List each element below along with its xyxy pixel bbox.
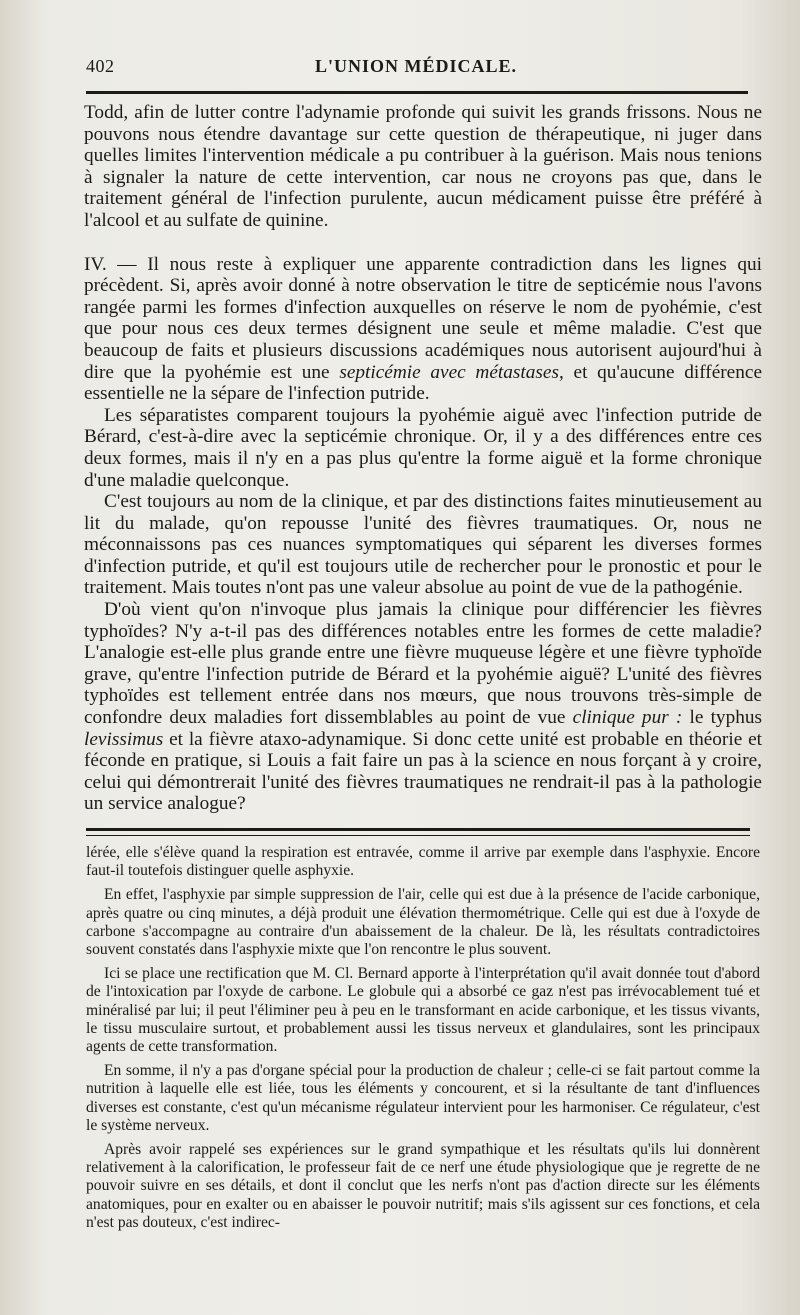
feuilleton-paragraph-5: Après avoir rappelé ses expériences sur le grand sympathique et les résultats qu'ils lui donnèrent relativement à la calorification, le professeur fait de ce nerf une étude physiologique que je regrette de ne pouvoir suivre en ses détails, et dont il conclut que les nerfs n'ont pas d'action directe sur les éléments anatomiques, pour en exalter ou en abaisser le pouvoir nutritif; mais s'ils agissent sur ces fonctions, et cela n'est pas douteux, c'est indirec- [86,1141,760,1231]
header-rule [86,91,748,94]
paragraph-2 [84,254,762,405]
page-number: 402 [86,56,115,76]
page-header [86,56,746,82]
paragraph-5-end: et la fièvre ataxo-adynamique. Si donc cette unité est probable en théorie et féconde en pratique, si Louis a fait faire un pas à la science en nous forçant à y croire, celui qui démontrerait l'unité des fièvres traumatiques ne rendrait-il pas à la pathologie un service analogue? [84,728,762,815]
paragraph-1: Todd, afin de lutter contre l'adynamie profonde qui suivit les grands frissons. Nous ne pouvons nous étendre davantage sur cette question de thérapeutique, ni juger dans quelles limites l'intervention médicale a pu contribuer à la guérison. Mais nous tenions à signaler la nature de cette intervention, car nous ne croyons pas que, dans le traitement général de l'infection purulente, aucun médicament puisse être préféré à l'alcool et au sulfate de quinine. [84,102,762,231]
feuilleton-text [86,844,760,1238]
footnote-separator-thick [86,828,750,831]
paragraph-2-start: IV. — Il nous reste à expliquer une apparente contradiction dans les lignes qui précèdent. Si, après avoir donné à notre observation le titre de septicémie nous l'avons rangée parmi les formes d'infection auxquelles on réserve le nom de pyohémie, c'est que pour nous ces deux termes désignent une seule et même maladie. C'est que beaucoup de faits et plusieurs discussions académiques nous autorisent aujourd'hui à dire que la pyohémie est une [84,253,762,383]
paragraph-4: C'est toujours au nom de la clinique, et par des distinctions faites minutieusement au lit du malade, qu'on repousse l'unité des fièvres traumatiques. Or, nous ne méconnaissons pas ces nuances symptomatiques qui séparent les diverses formes d'infection putride, et qu'il est toujours utile de rechercher pour le pronostic et pour le traitement. Mais toutes n'ont pas une valeur absolue au point de vue de la pathogénie. [84,491,762,599]
main-article-text [84,102,762,815]
paragraph-3: Les séparatistes comparent toujours la pyohémie aiguë avec l'infection putride de Bérard, c'est-à-dire avec la septicémie chronique. Or, il y a des différences entre ces deux formes, mais il n'y en a pas plus qu'entre la forme aiguë et la forme chronique d'une maladie quelconque. [84,404,762,491]
paragraph-5-emphasis-2: levissimus [84,728,164,750]
paragraph-2-end: , et qu'aucune différence essentielle ne la sépare de l'infection putride. [84,361,762,405]
paragraph-2-emphasis: septicémie avec métastases [339,361,559,383]
feuilleton-paragraph-3: Ici se place une rectification que M. Cl. Bernard apporte à l'interprétation qu'il avait donnée tout d'abord de l'intoxication par l'oxyde de carbone. Le globule qui a absorbé ce gaz n'est pas irrévocablement tué et minéralisé par lui; il peut l'éliminer peu à peu en le transformant en acide carbonique, et les tissus vivants, le tissu musculaire surtout, et probablement aussi les tissus nerveux et glandulaires, sont les principaux agents de cette transformation. [86,965,760,1056]
paragraph-5-start: D'où vient qu'on n'invoque plus jamais la clinique pour différencier les fièvres typhoïdes? N'y a-t-il pas des différences notables entre les formes de cette maladie? L'analogie est-elle plus grande entre une fièvre muqueuse légère et une fièvre typhoïde grave, qu'entre l'infection putride de Bérard et la pyohémie aiguë? L'unité des fièvres typhoïdes est tellement entrée dans nos mœurs, que nous trouvons très-simple de confondre deux maladies fort dissemblables au point de vue [84,599,762,729]
paragraph-5 [84,599,762,815]
paragraph-5-emphasis-1: clinique pur : [572,707,683,729]
feuilleton-paragraph-1: lérée, elle s'élève quand la respiration est entravée, comme il arrive par exemple dans l'asphyxie. Encore faut-il toutefois distinguer quelle asphyxie. [86,844,760,880]
paragraph-5-mid: le typhus [682,707,762,729]
running-head: L'UNION MÉDICALE. [314,56,518,76]
feuilleton-paragraph-2: En effet, l'asphyxie par simple suppression de l'air, celle qui est due à la présence de l'acide carbonique, après quatre ou cinq minutes, a déjà produit une élévation thermométrique. Celle qui est due à l'oxyde de carbone s'accompagne au contraire d'un abaissement de la chaleur. De là, les résultats contradictoires souvent constatés dans l'asphyxie mixte que l'on rencontre le plus souvent. [86,886,760,959]
footnote-separator-thin [86,835,750,836]
feuilleton-paragraph-4: En somme, il n'y a pas d'organe spécial pour la production de chaleur ; celle-ci se fait partout comme la nutrition à laquelle elle est liée, tous les éléments y concourent, et si la résultante de tant d'influences diverses est constante, c'est qu'un mécanisme régulateur intervient pour les harmoniser. Ce régulateur, c'est le système nerveux. [86,1062,760,1134]
